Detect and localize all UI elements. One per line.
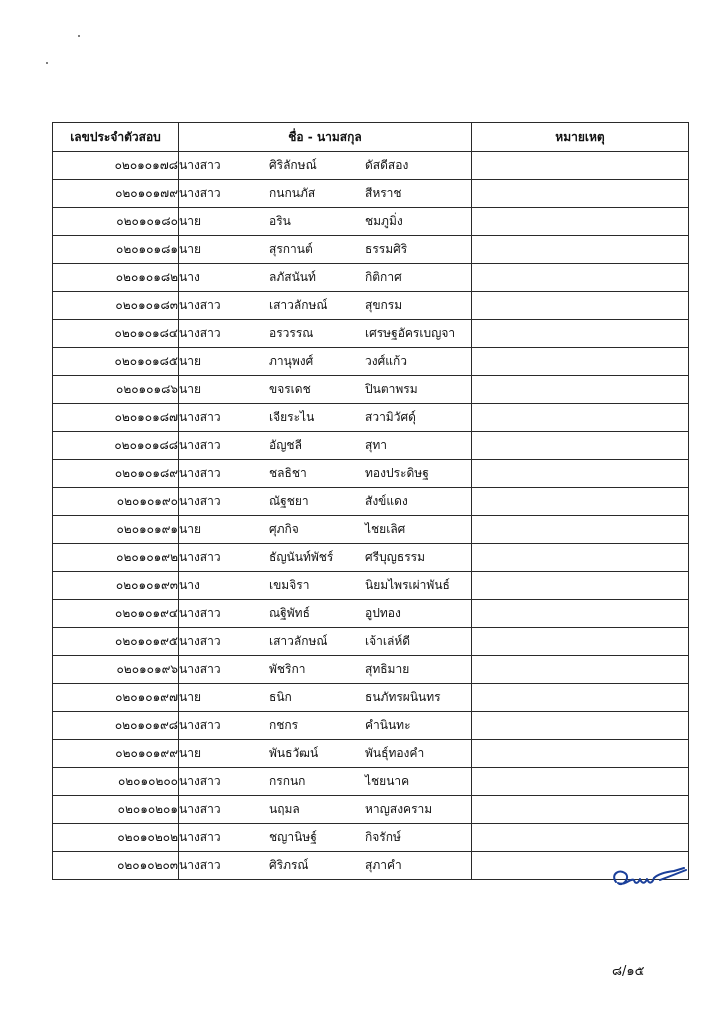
page-number: ๘/๑๕ xyxy=(612,964,645,979)
name-title: นาย xyxy=(179,382,201,396)
name-title: นาย xyxy=(179,242,201,256)
last-name: คำนินทะ xyxy=(365,718,411,732)
name-cell xyxy=(179,320,472,348)
table-row xyxy=(53,264,689,292)
last-name: หาญสงคราม xyxy=(365,802,433,816)
header-full-name: ชื่อ - นามสกุล xyxy=(179,123,472,152)
first-name: ภานุพงศ์ xyxy=(269,354,314,368)
remarks-cell xyxy=(472,208,689,236)
table-row xyxy=(53,684,689,712)
name-cell xyxy=(179,460,472,488)
last-name: ธนภัทรผนินทร xyxy=(365,690,441,704)
remarks-cell xyxy=(472,684,689,712)
last-name: ไชยนาค xyxy=(365,774,410,788)
name-cell xyxy=(179,656,472,684)
remarks-cell xyxy=(472,824,689,852)
table-row xyxy=(53,516,689,544)
exam-id-cell: ๐๒๐๑๐๑๘๗ xyxy=(53,404,179,432)
name-title: นางสาว xyxy=(179,662,221,676)
exam-id-cell: ๐๒๐๑๐๑๘๘ xyxy=(53,432,179,460)
table-row xyxy=(53,432,689,460)
signature xyxy=(604,862,690,896)
remarks-cell xyxy=(472,348,689,376)
table-row xyxy=(53,236,689,264)
table-row xyxy=(53,600,689,628)
last-name: สีหราช xyxy=(365,186,402,200)
table-row xyxy=(53,656,689,684)
name-cell xyxy=(179,712,472,740)
last-name: ดัสดีสอง xyxy=(365,158,409,172)
remarks-cell xyxy=(472,768,689,796)
name-title: นางสาว xyxy=(179,774,221,788)
table-row xyxy=(53,544,689,572)
last-name: ไชยเลิศ xyxy=(365,522,406,536)
remarks-cell xyxy=(472,264,689,292)
first-name: พัชริกา xyxy=(269,662,306,676)
remarks-cell xyxy=(472,544,689,572)
table-row xyxy=(53,152,689,180)
exam-id-cell: ๐๒๐๑๐๑๘๕ xyxy=(53,348,179,376)
name-cell xyxy=(179,292,472,320)
name-cell xyxy=(179,572,472,600)
exam-id-cell: ๐๒๐๑๐๑๘๑ xyxy=(53,236,179,264)
name-title: นางสาว xyxy=(179,802,221,816)
remarks-cell xyxy=(472,152,689,180)
first-name: ศิริลักษณ์ xyxy=(269,158,317,172)
remarks-cell xyxy=(472,404,689,432)
exam-id-cell: ๐๒๐๑๐๒๐๑ xyxy=(53,796,179,824)
name-cell xyxy=(179,180,472,208)
first-name: ขจรเดช xyxy=(269,382,311,396)
table-row xyxy=(53,320,689,348)
name-cell xyxy=(179,768,472,796)
name-cell xyxy=(179,796,472,824)
remarks-cell xyxy=(472,712,689,740)
name-cell xyxy=(179,600,472,628)
remarks-cell xyxy=(472,432,689,460)
remarks-cell xyxy=(472,656,689,684)
name-title: นางสาว xyxy=(179,326,221,340)
name-title: นางสาว xyxy=(179,830,221,844)
name-title: นางสาว xyxy=(179,410,221,424)
name-title: นางสาว xyxy=(179,550,221,564)
first-name: ณัฐชยา xyxy=(269,494,309,508)
table-row xyxy=(53,768,689,796)
exam-id-cell: ๐๒๐๑๐๑๘๐ xyxy=(53,208,179,236)
first-name: ชญานิษฐ์ xyxy=(269,830,317,844)
name-title: นาย xyxy=(179,690,201,704)
last-name: ทองประดิษฐ xyxy=(365,466,429,480)
name-cell xyxy=(179,852,472,880)
remarks-cell xyxy=(472,292,689,320)
scan-speck xyxy=(78,35,80,37)
table-row xyxy=(53,796,689,824)
table-row xyxy=(53,488,689,516)
last-name: กิจรักษ์ xyxy=(365,830,401,844)
exam-id-cell: ๐๒๐๑๐๑๘๖ xyxy=(53,376,179,404)
table-row xyxy=(53,628,689,656)
name-cell xyxy=(179,404,472,432)
name-title: นาย xyxy=(179,214,201,228)
last-name: กิติกาศ xyxy=(365,270,402,284)
name-cell xyxy=(179,208,472,236)
remarks-cell xyxy=(472,320,689,348)
first-name: กรกนก xyxy=(269,774,306,788)
first-name: ศุภกิจ xyxy=(269,522,299,536)
name-cell xyxy=(179,516,472,544)
remarks-cell xyxy=(472,516,689,544)
name-title: นางสาว xyxy=(179,634,221,648)
first-name: ธนิก xyxy=(269,690,292,704)
first-name: กชกร xyxy=(269,718,299,732)
exam-id-cell: ๐๒๐๑๐๑๙๕ xyxy=(53,628,179,656)
first-name: เขมจิรา xyxy=(269,578,310,592)
name-cell xyxy=(179,376,472,404)
table-row xyxy=(53,712,689,740)
table-row xyxy=(53,292,689,320)
first-name: เจียระไน xyxy=(269,410,315,424)
name-cell xyxy=(179,628,472,656)
name-cell xyxy=(179,236,472,264)
name-title: นางสาว xyxy=(179,186,221,200)
first-name: อริน xyxy=(269,214,291,228)
last-name: นิยมไพรเผ่าพันธ์ xyxy=(365,578,450,592)
table-row xyxy=(53,180,689,208)
first-name: เสาวลักษณ์ xyxy=(269,298,328,312)
last-name: เศรษฐอัครเบญจา xyxy=(365,326,456,340)
exam-id-cell: ๐๒๐๑๐๑๗๙ xyxy=(53,180,179,208)
exam-id-cell: ๐๒๐๑๐๒๐๓ xyxy=(53,852,179,880)
table-row xyxy=(53,404,689,432)
table-row xyxy=(53,824,689,852)
table-row xyxy=(53,208,689,236)
name-cell xyxy=(179,740,472,768)
table-row xyxy=(53,740,689,768)
last-name: สุทธิมาย xyxy=(365,662,410,676)
table-row xyxy=(53,348,689,376)
name-cell xyxy=(179,152,472,180)
exam-id-cell: ๐๒๐๑๐๑๙๑ xyxy=(53,516,179,544)
remarks-cell xyxy=(472,628,689,656)
name-title: นาย xyxy=(179,522,201,536)
last-name: สุขกรม xyxy=(365,298,403,312)
last-name: ธรรมศิริ xyxy=(365,242,408,256)
first-name: กนกนภัส xyxy=(269,186,316,200)
exam-id-cell: ๐๒๐๑๐๑๘๔ xyxy=(53,320,179,348)
name-title: นางสาว xyxy=(179,494,221,508)
first-name: อัญชลี xyxy=(269,438,302,452)
first-name: พันธวัฒน์ xyxy=(269,746,319,760)
exam-id-cell: ๐๒๐๑๐๑๙๘ xyxy=(53,712,179,740)
exam-id-cell: ๐๒๐๑๐๒๐๒ xyxy=(53,824,179,852)
last-name: เจ้าเล่ห์ดี xyxy=(365,634,411,648)
first-name: เสาวลักษณ์ xyxy=(269,634,328,648)
exam-id-cell: ๐๒๐๑๐๑๙๗ xyxy=(53,684,179,712)
remarks-cell xyxy=(472,572,689,600)
last-name: สวามิวัศดุ์ xyxy=(365,410,416,424)
first-name: ลภัสนันท์ xyxy=(269,270,316,284)
remarks-cell xyxy=(472,600,689,628)
name-title: นาง xyxy=(179,270,200,284)
exam-id-cell: ๐๒๐๑๐๒๐๐ xyxy=(53,768,179,796)
name-cell xyxy=(179,684,472,712)
name-title: นางสาว xyxy=(179,438,221,452)
table-body xyxy=(53,152,689,880)
first-name: ศิริภรณ์ xyxy=(269,858,309,872)
scan-speck xyxy=(46,62,48,64)
last-name: พันธุ์ทองคำ xyxy=(365,746,425,760)
last-name: อูปทอง xyxy=(365,606,401,620)
remarks-cell xyxy=(472,488,689,516)
last-name: สุภาคำ xyxy=(365,858,402,872)
header-exam-id: เลขประจำตัวสอบ xyxy=(53,123,179,152)
name-title: นาย xyxy=(179,746,201,760)
exam-id-cell: ๐๒๐๑๐๑๙๓ xyxy=(53,572,179,600)
remarks-cell xyxy=(472,740,689,768)
table-row xyxy=(53,376,689,404)
last-name: สังข์แดง xyxy=(365,494,408,508)
last-name: สุทา xyxy=(365,438,387,452)
first-name: สุรกานต์ xyxy=(269,242,313,256)
last-name: ชมภูมิ่ง xyxy=(365,214,403,228)
remarks-cell xyxy=(472,460,689,488)
remarks-cell xyxy=(472,796,689,824)
table-row xyxy=(53,852,689,880)
name-title: นาย xyxy=(179,354,201,368)
exam-id-cell: ๐๒๐๑๐๑๙๒ xyxy=(53,544,179,572)
exam-id-cell: ๐๒๐๑๐๑๘๒ xyxy=(53,264,179,292)
first-name: ชลธิชา xyxy=(269,466,307,480)
name-cell xyxy=(179,544,472,572)
exam-id-cell: ๐๒๐๑๐๑๙๐ xyxy=(53,488,179,516)
remarks-cell xyxy=(472,180,689,208)
last-name: ศรีบุญธรรม xyxy=(365,550,426,564)
name-cell xyxy=(179,348,472,376)
remarks-cell xyxy=(472,236,689,264)
name-title: นางสาว xyxy=(179,606,221,620)
exam-id-cell: ๐๒๐๑๐๑๙๖ xyxy=(53,656,179,684)
first-name: ธัญนันท์พัชร์ xyxy=(269,550,334,564)
exam-id-cell: ๐๒๐๑๐๑๙๙ xyxy=(53,740,179,768)
name-title: นางสาว xyxy=(179,858,221,872)
first-name: อรวรรณ xyxy=(269,326,314,340)
exam-id-cell: ๐๒๐๑๐๑๘๓ xyxy=(53,292,179,320)
last-name: ปินตาพรม xyxy=(365,382,418,396)
remarks-cell xyxy=(472,376,689,404)
name-title: นางสาว xyxy=(179,298,221,312)
name-title: นางสาว xyxy=(179,718,221,732)
exam-id-cell: ๐๒๐๑๐๑๙๔ xyxy=(53,600,179,628)
last-name: วงศ์แก้ว xyxy=(365,354,407,368)
table-row xyxy=(53,572,689,600)
name-title: นาง xyxy=(179,578,200,592)
table-header-row xyxy=(53,123,689,152)
name-title: นางสาว xyxy=(179,466,221,480)
name-cell xyxy=(179,264,472,292)
table-row xyxy=(53,460,689,488)
name-cell xyxy=(179,432,472,460)
header-remarks: หมายเหตุ xyxy=(472,123,689,152)
first-name: นฤมล xyxy=(269,802,300,816)
name-cell xyxy=(179,824,472,852)
exam-id-cell: ๐๒๐๑๐๑๗๘ xyxy=(53,152,179,180)
name-cell xyxy=(179,488,472,516)
candidate-table xyxy=(52,122,689,880)
name-title: นางสาว xyxy=(179,158,221,172)
exam-id-cell: ๐๒๐๑๐๑๘๙ xyxy=(53,460,179,488)
first-name: ณฐิพัทธ์ xyxy=(269,606,310,620)
